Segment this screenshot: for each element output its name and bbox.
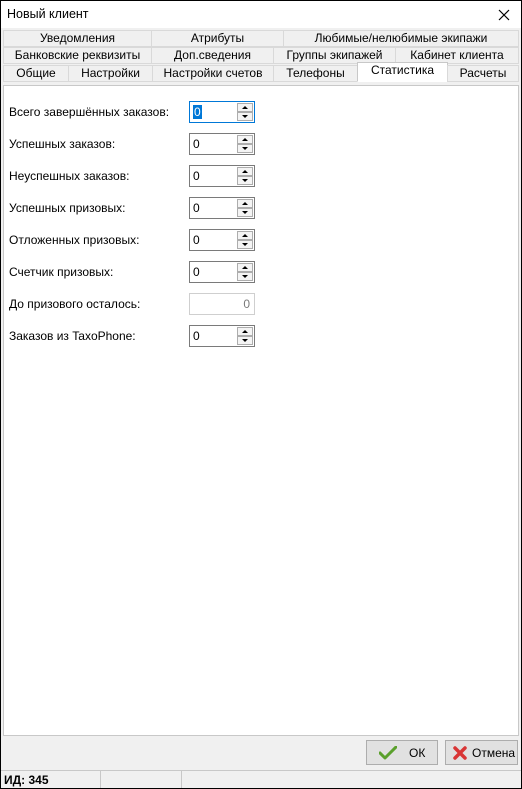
tab-attributes[interactable]: Атрибуты: [151, 30, 284, 47]
cancel-button-label: Отмена: [472, 745, 516, 760]
taxophone-orders-value[interactable]: 0: [193, 329, 200, 343]
stat-row-total-completed: [4, 101, 520, 123]
label-prize-counter: Счетчик призовых:: [9, 265, 114, 279]
spin-up-button[interactable]: [237, 199, 253, 208]
tab-client-cabinet[interactable]: Кабинет клиента: [395, 47, 519, 64]
status-cell-empty: [182, 771, 521, 788]
stat-row-until-prize: [4, 293, 520, 315]
tab-notifications[interactable]: Уведомления: [3, 30, 152, 47]
arrow-down-icon: [242, 115, 248, 118]
stat-row-prize-counter: [4, 261, 520, 283]
tab-settings[interactable]: Настройки: [68, 65, 153, 82]
x-icon: [452, 745, 468, 761]
arrow-up-icon: [242, 266, 248, 269]
stat-row-deferred-prize: [4, 229, 520, 251]
label-total-completed: Всего завершённых заказов:: [9, 105, 170, 119]
tab-payments[interactable]: Расчеты: [447, 65, 519, 82]
taxophone-orders-spinbox[interactable]: [189, 325, 255, 347]
ok-button-label: ОК: [409, 745, 426, 760]
tab-crew-groups[interactable]: Группы экипажей: [273, 47, 396, 64]
window-title: Новый клиент: [7, 7, 89, 21]
total-completed-spinbox[interactable]: [189, 101, 255, 123]
tab-favorite-crews[interactable]: Любимые/нелюбимые экипажи: [283, 30, 519, 47]
close-button[interactable]: [487, 1, 521, 28]
tab-strip: [1, 28, 521, 86]
spin-down-button[interactable]: [237, 336, 253, 345]
cancel-button[interactable]: [445, 740, 518, 765]
spin-down-button[interactable]: [237, 144, 253, 153]
spin-up-button[interactable]: [237, 327, 253, 336]
arrow-up-icon: [242, 330, 248, 333]
spin-down-button[interactable]: [237, 176, 253, 185]
tab-additional-info[interactable]: Доп.сведения: [151, 47, 274, 64]
stat-row-successful: [4, 133, 520, 155]
unsuccessful-spinbox[interactable]: [189, 165, 255, 187]
check-icon: [379, 746, 397, 760]
deferred-prize-value[interactable]: 0: [193, 233, 200, 247]
unsuccessful-value[interactable]: 0: [193, 169, 200, 183]
tab-statistics[interactable]: Статистика: [357, 62, 448, 82]
until-prize-field: [189, 293, 255, 315]
arrow-down-icon: [242, 211, 248, 214]
label-deferred-prize: Отложенных призовых:: [9, 233, 140, 247]
spin-down-button[interactable]: [237, 240, 253, 249]
successful-spinbox[interactable]: [189, 133, 255, 155]
spin-up-button[interactable]: [237, 231, 253, 240]
until-prize-value: 0: [243, 297, 250, 311]
arrow-down-icon: [242, 275, 248, 278]
tab-phones[interactable]: Телефоны: [273, 65, 358, 82]
stat-row-unsuccessful: [4, 165, 520, 187]
arrow-up-icon: [242, 138, 248, 141]
label-successful: Успешных заказов:: [9, 137, 116, 151]
arrow-down-icon: [242, 243, 248, 246]
arrow-up-icon: [242, 234, 248, 237]
prize-counter-spinbox[interactable]: [189, 261, 255, 283]
arrow-down-icon: [242, 339, 248, 342]
deferred-prize-spinbox[interactable]: [189, 229, 255, 251]
arrow-up-icon: [242, 106, 248, 109]
successful-prize-spinbox[interactable]: [189, 197, 255, 219]
stat-row-successful-prize: [4, 197, 520, 219]
tab-invoice-settings[interactable]: Настройки счетов: [152, 65, 274, 82]
ok-button[interactable]: [366, 740, 438, 765]
label-taxophone-orders: Заказов из TaxoPhone:: [9, 329, 136, 343]
successful-prize-value[interactable]: 0: [193, 201, 200, 215]
arrow-up-icon: [242, 170, 248, 173]
tab-general[interactable]: Общие: [3, 65, 69, 82]
close-icon: [498, 9, 510, 21]
status-bar: [1, 770, 521, 788]
total-completed-value[interactable]: 0: [194, 105, 201, 119]
stat-row-taxophone-orders: [4, 325, 520, 347]
statistics-panel: [3, 85, 519, 736]
client-id-status: ИД: 345: [4, 773, 49, 787]
dialog-footer: [1, 737, 521, 770]
label-successful-prize: Успешных призовых:: [9, 201, 126, 215]
arrow-down-icon: [242, 147, 248, 150]
label-until-prize: До призового осталось:: [9, 297, 141, 311]
prize-counter-value[interactable]: 0: [193, 265, 200, 279]
spin-up-button[interactable]: [237, 103, 253, 112]
title-bar: [1, 1, 521, 28]
spin-up-button[interactable]: [237, 263, 253, 272]
successful-value[interactable]: 0: [193, 137, 200, 151]
spin-down-button[interactable]: [237, 112, 253, 121]
spin-up-button[interactable]: [237, 135, 253, 144]
arrow-down-icon: [242, 179, 248, 182]
tab-bank-details[interactable]: Банковские реквизиты: [3, 47, 152, 64]
spin-down-button[interactable]: [237, 208, 253, 217]
status-cell-id: [1, 771, 101, 788]
spin-down-button[interactable]: [237, 272, 253, 281]
status-cell-empty: [101, 771, 182, 788]
arrow-up-icon: [242, 202, 248, 205]
spin-up-button[interactable]: [237, 167, 253, 176]
label-unsuccessful: Неуспешных заказов:: [9, 169, 130, 183]
